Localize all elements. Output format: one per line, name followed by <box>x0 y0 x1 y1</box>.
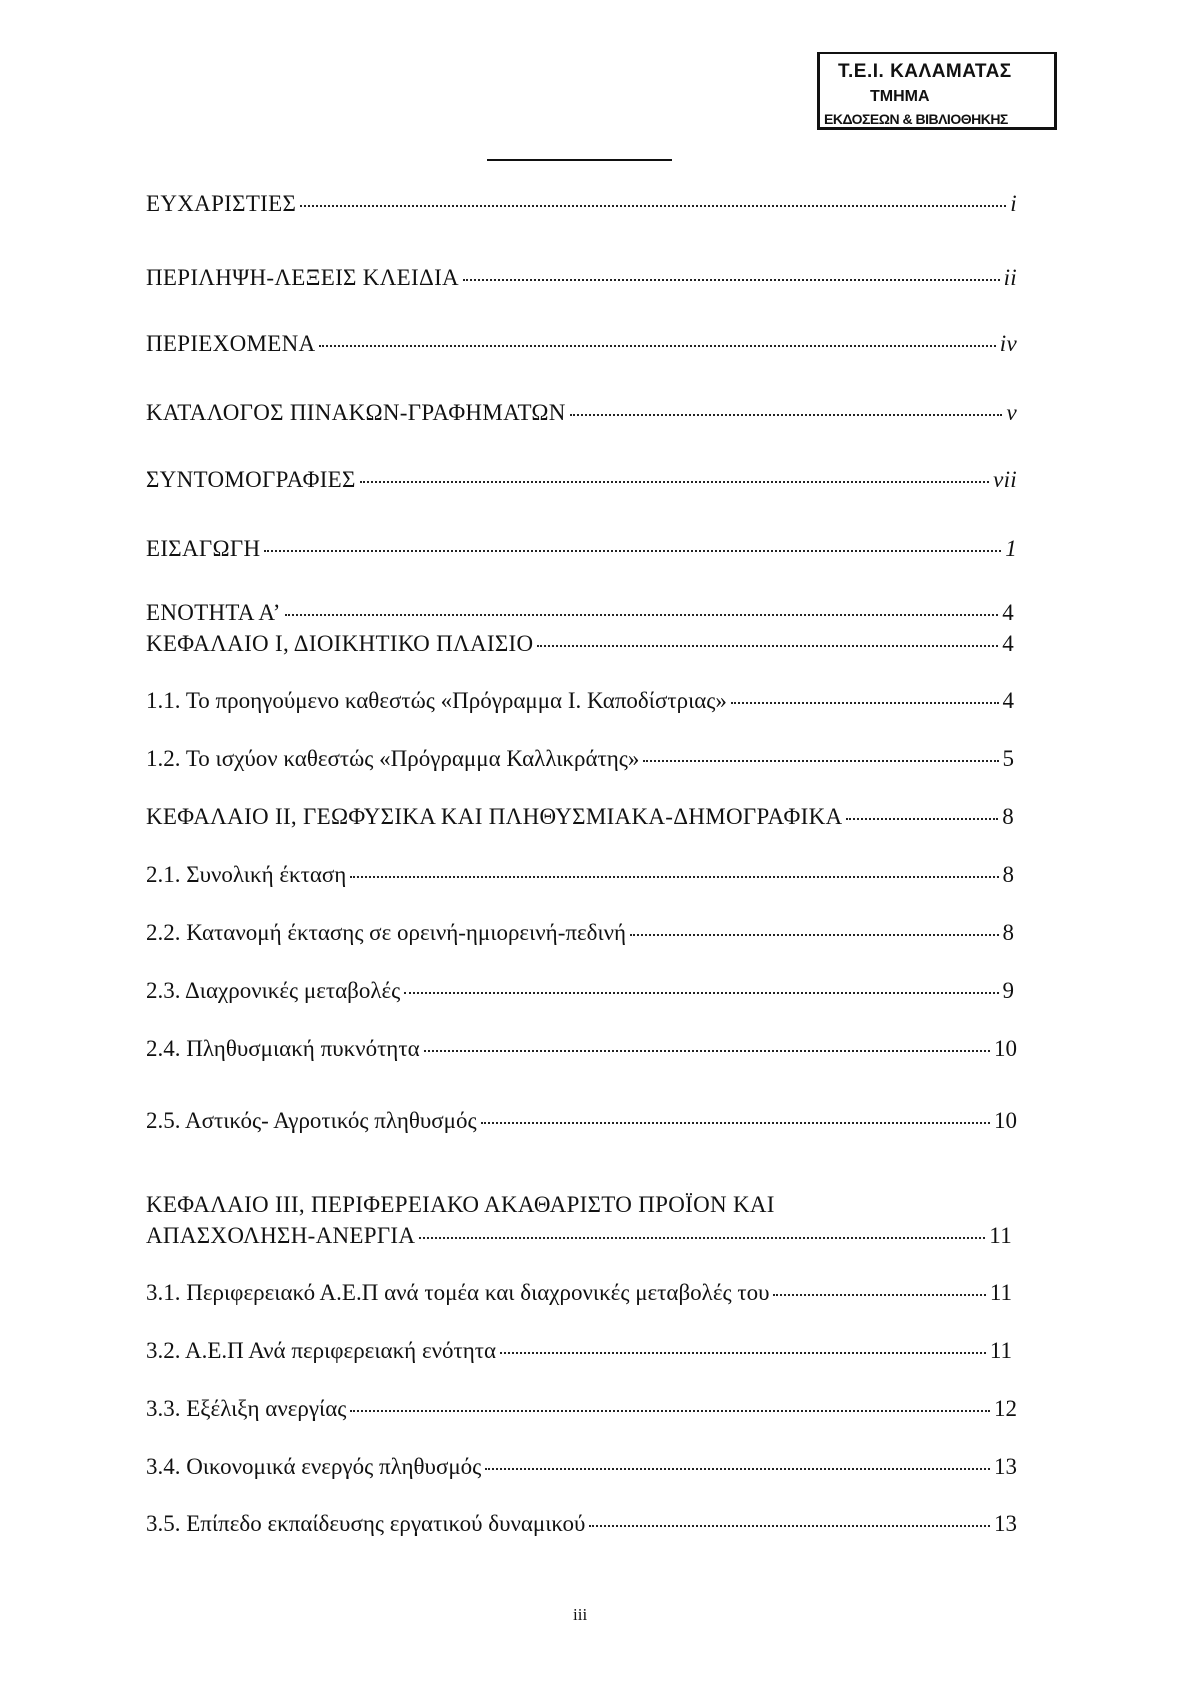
toc-entry-2-3 <box>146 978 1014 1004</box>
toc-entry-3-5 <box>146 1511 1017 1537</box>
toc-entry-page: 4 <box>1002 631 1014 656</box>
toc-entry-acknowledgements <box>146 191 1017 217</box>
toc-entry-2-4 <box>146 1036 1017 1062</box>
toc-entry-title: ΚΕΦΑΛΑΙΟ ΙΙ, ΓΕΩΦΥΣΙΚΑ ΚΑΙ ΠΛΗΘΥΣΜΙΑΚΑ-ΔΗΜΟΓΡΑΦΙΚΑ <box>146 804 843 829</box>
toc-entry-title: 1.1. Το προηγούμενο καθεστώς «Πρόγραμμα Ι. Καποδίστριας» <box>146 688 727 713</box>
toc-entry-page: vii <box>993 467 1017 492</box>
toc-entry-2-5 <box>146 1108 1017 1134</box>
toc-entry-title: 2.5. Αστικός- Αγροτικός πληθυσμός <box>146 1108 477 1133</box>
toc-entry-abbreviations <box>146 467 1017 493</box>
toc-entry-page: 4 <box>1002 600 1014 625</box>
toc-entry-1-1 <box>146 688 1014 714</box>
toc-entry-title: 2.2. Κατανομή έκτασης σε ορεινή-ημιορεινή-πεδινή <box>146 920 627 945</box>
toc-entry-title: 3.2. Α.Ε.Π Ανά περιφερειακή ενότητα <box>146 1338 497 1363</box>
dot-leader <box>319 344 995 347</box>
dot-leader <box>424 1049 990 1052</box>
toc-entry-title: ΚΕΦΑΛΑΙΟ Ι, ΔΙΟΙΚΗΤΙΚΟ ΠΛΑΙΣΙΟ <box>146 631 534 656</box>
toc-entry-page: 10 <box>994 1036 1017 1061</box>
toc-entry-section-a <box>146 600 1014 626</box>
toc-entry-page: 1 <box>1005 536 1017 561</box>
dot-leader <box>404 991 998 994</box>
toc-entry-chapter-1 <box>146 631 1014 657</box>
stamp-line-3: ΕΚΔΟΣΕΩΝ & ΒΙΒΛΙΟΘΗΚΗΣ <box>824 111 1008 127</box>
toc-entry-page: 8 <box>1002 804 1014 829</box>
dot-leader <box>300 204 1006 207</box>
dot-leader <box>570 413 1003 416</box>
toc-entry-title: 2.4. Πληθυσμιακή πυκνότητα <box>146 1036 420 1061</box>
toc-entry-3-4 <box>146 1454 1017 1480</box>
toc-entry-3-2 <box>146 1338 1012 1364</box>
toc-entry-3-3 <box>146 1396 1017 1422</box>
toc-entry-title: ΠΕΡΙΕΧΟΜΕΝΑ <box>146 331 316 356</box>
toc-entry-page: 11 <box>989 1280 1012 1305</box>
toc-entry-page: ii <box>1003 265 1017 290</box>
toc-entry-introduction <box>146 536 1017 562</box>
toc-entry-title: 2.3. Διαχρονικές μεταβολές <box>146 978 401 1003</box>
dot-leader <box>537 644 998 647</box>
toc-entry-page: 13 <box>994 1511 1017 1536</box>
toc-entry-tables-list <box>146 400 1017 426</box>
library-stamp <box>817 52 1057 130</box>
header-rule <box>487 159 672 161</box>
toc-entry-title: 3.4. Οικονομικά ενεργός πληθυσμός <box>146 1454 482 1479</box>
dot-leader <box>500 1351 986 1354</box>
toc-entry-contents <box>146 331 1017 357</box>
toc-entry-3-1 <box>146 1280 1012 1306</box>
stamp-line-2: ΤΜΗΜΑ <box>870 88 930 105</box>
toc-entry-title: ΕΙΣΑΓΩΓΗ <box>146 536 261 561</box>
toc-entry-title: ΕΥΧΑΡΙΣΤΙΕΣ <box>146 191 297 216</box>
dot-leader <box>285 613 998 616</box>
dot-leader <box>731 701 999 704</box>
toc-entry-title: 3.5. Επίπεδο εκπαίδευσης εργατικού δυναμικού <box>146 1511 586 1536</box>
dot-leader <box>589 1524 990 1527</box>
toc-entry-page: 4 <box>1002 688 1014 713</box>
toc-entry-page: 8 <box>1002 920 1014 945</box>
toc-entry-title: 2.1. Συνολική έκταση <box>146 862 347 887</box>
toc-entry-page: 9 <box>1002 978 1014 1003</box>
toc-entry-chapter-3-line-1: ΚΕΦΑΛΑΙΟ ΙΙΙ, ΠΕΡΙΦΕΡΕΙΑΚΟ ΑΚΑΘΑΡΙΣΤΟ ΠΡΟΪΟΝ ΚΑΙ <box>146 1192 775 1217</box>
toc-entry-page: iv <box>999 331 1017 356</box>
toc-entry-page: 11 <box>989 1223 1012 1248</box>
dot-leader <box>350 875 998 878</box>
toc-entry-title: 3.3. Εξέλιξη ανεργίας <box>146 1396 347 1421</box>
toc-entry-1-2 <box>146 746 1014 772</box>
page-number: iii <box>573 1605 588 1624</box>
toc-entry-page: i <box>1010 191 1017 216</box>
dot-leader <box>485 1467 990 1470</box>
toc-entry-chapter-2 <box>146 804 1014 830</box>
dot-leader <box>846 817 998 820</box>
toc-entry-title: ΑΠΑΣΧΟΛΗΣΗ-ΑΝΕΡΓΙΑ <box>146 1223 416 1248</box>
dot-leader <box>419 1236 985 1239</box>
toc-entry-page: 13 <box>994 1454 1017 1479</box>
toc-entry-page: 8 <box>1002 862 1014 887</box>
toc-entry-title: ΠΕΡΙΛΗΨΗ-ΛΕΞΕΙΣ ΚΛΕΙΔΙΑ <box>146 265 459 290</box>
toc-entry-title: 1.2. Το ισχύον καθεστώς «Πρόγραμμα Καλλικράτης» <box>146 746 640 771</box>
toc-entry-page: v <box>1006 400 1017 425</box>
toc-entry-page: 10 <box>994 1108 1017 1133</box>
toc-entry-2-1 <box>146 862 1014 888</box>
toc-entry-abstract <box>146 265 1017 291</box>
dot-leader <box>360 480 989 483</box>
stamp-line-1: Τ.Ε.Ι. ΚΑΛΑΜΑΤΑΣ <box>838 61 1012 82</box>
dot-leader <box>630 933 998 936</box>
toc-entry-title: ΣΥΝΤΟΜΟΓΡΑΦΙΕΣ <box>146 467 356 492</box>
toc-entry-page: 11 <box>989 1338 1012 1363</box>
toc-entry-title: ΚΑΤΑΛΟΓΟΣ ΠΙΝΑΚΩΝ-ΓΡΑΦΗΜΑΤΩΝ <box>146 400 566 425</box>
toc-entry-page: 5 <box>1002 746 1014 771</box>
dot-leader <box>481 1121 990 1124</box>
toc-entry-chapter-3 <box>146 1223 1012 1249</box>
dot-leader <box>643 759 998 762</box>
dot-leader <box>463 278 1000 281</box>
toc-entry-page: 12 <box>994 1396 1017 1421</box>
dot-leader <box>350 1409 990 1412</box>
toc-entry-title: ΕΝΟΤΗΤΑ Α’ <box>146 600 281 625</box>
dot-leader <box>773 1293 985 1296</box>
toc-entry-2-2 <box>146 920 1014 946</box>
toc-entry-title: 3.1. Περιφερειακό Α.Ε.Π ανά τομέα και διαχρονικές μεταβολές του <box>146 1280 770 1305</box>
dot-leader <box>264 549 1001 552</box>
